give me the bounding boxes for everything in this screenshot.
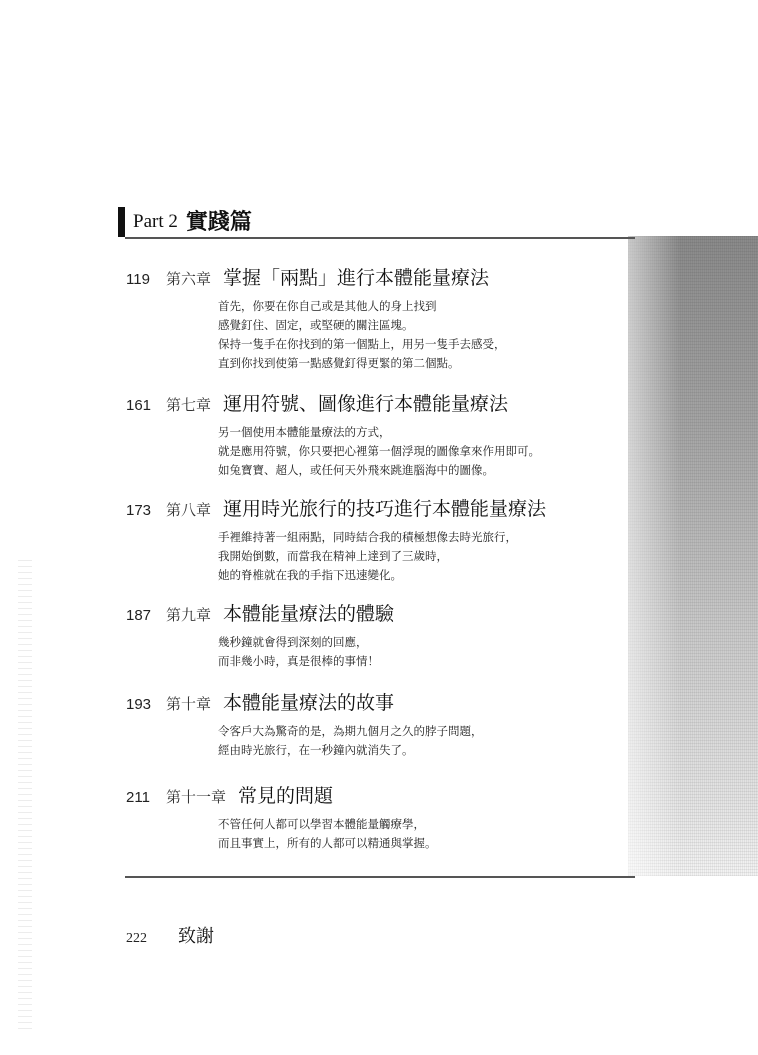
summary-line: 而非幾小時，真是很棒的事情！ <box>218 654 379 668</box>
summary-line: 她的脊椎就在我的手指下迅速變化。 <box>218 568 402 582</box>
part-header <box>118 205 252 237</box>
summary-line: 手裡維持著一組兩點，同時結合我的積極想像去時光旅行， <box>218 530 517 544</box>
summary-line: 經由時光旅行，在一秒鐘內就消失了。 <box>218 743 414 757</box>
toc-chapter-title: 運用符號、圖像進行本體能量療法 <box>223 393 509 415</box>
toc-chapter-title: 本體能量療法的體驗 <box>223 603 395 625</box>
toc-page-number: 161 <box>126 397 152 414</box>
toc-chapter-number: 第十章 <box>166 695 212 713</box>
toc-chapter-number: 第七章 <box>166 396 212 414</box>
toc-entry-chapter-9 <box>126 599 626 671</box>
summary-line: 幾秒鐘就會得到深刻的回應， <box>218 635 368 649</box>
summary-line: 令客戶大為驚奇的是，為期九個月之久的脖子問題， <box>218 724 483 738</box>
toc-chapter-title: 掌握「兩點」進行本體能量療法 <box>223 267 490 289</box>
summary-line: 另一個使用本體能量療法的方式， <box>218 425 391 439</box>
summary-line: 保持一隻手在你找到的第一個點上，用另一隻手去感受， <box>218 337 506 351</box>
toc-chapter-number: 第六章 <box>166 270 212 288</box>
summary-line: 而且事實上，所有的人都可以精通與掌握。 <box>218 836 437 850</box>
toc-chapter-title: 本體能量療法的故事 <box>223 692 395 714</box>
toc-chapter-summary <box>218 815 626 853</box>
toc-chapter-summary <box>218 528 626 585</box>
toc-chapter-summary <box>218 297 626 373</box>
scan-margin-noise <box>18 560 32 1030</box>
top-divider <box>125 237 635 239</box>
toc-entry-title: 致謝 <box>178 926 214 947</box>
bottom-divider <box>125 876 635 878</box>
toc-entry-chapter-6 <box>126 263 626 373</box>
toc-chapter-number: 第九章 <box>166 606 212 624</box>
toc-page-number: 211 <box>126 789 150 806</box>
summary-line: 如兔寶寶、超人，或任何天外飛來跳進腦海中的圖像。 <box>218 463 494 477</box>
toc-entry-chapter-10 <box>126 688 626 760</box>
summary-line: 感覺釘住、固定，或堅硬的關注區塊。 <box>218 318 414 332</box>
toc-entry-chapter-8 <box>126 494 626 585</box>
toc-page-number: 173 <box>126 502 152 519</box>
summary-line: 就是應用符號，你只要把心裡第一個浮現的圖像拿來作用即可。 <box>218 444 540 458</box>
toc-entry-chapter-11 <box>126 781 626 853</box>
part-label: Part 2 <box>133 211 178 232</box>
part-title: 實踐篇 <box>185 209 252 235</box>
toc-page-number: 193 <box>126 696 152 713</box>
toc-chapter-title: 常見的問題 <box>238 785 334 807</box>
summary-line: 我開始倒數，而當我在精神上達到了三歲時， <box>218 549 448 563</box>
summary-line: 直到你找到使第一點感覺釘得更緊的第二個點。 <box>218 356 460 370</box>
toc-chapter-summary <box>218 633 626 671</box>
scan-shadow-fade <box>628 236 758 876</box>
toc-chapter-title: 運用時光旅行的技巧進行本體能量療法 <box>223 498 547 520</box>
toc-chapter-number: 第十一章 <box>166 788 227 806</box>
toc-page-number: 119 <box>126 271 150 288</box>
toc-chapter-number: 第八章 <box>166 501 212 519</box>
toc-page-number: 187 <box>126 607 152 624</box>
toc-entry-acknowledgements <box>126 922 214 948</box>
toc-page-number: 222 <box>126 931 147 946</box>
toc-chapter-summary <box>218 722 626 760</box>
toc-entry-chapter-7 <box>126 389 626 480</box>
toc-chapter-summary <box>218 423 626 480</box>
part-marker-bar <box>118 207 125 237</box>
summary-line: 不管任何人都可以學習本體能量觸療學， <box>218 817 425 831</box>
summary-line: 首先，你要在你自己或是其他人的身上找到 <box>218 299 437 313</box>
